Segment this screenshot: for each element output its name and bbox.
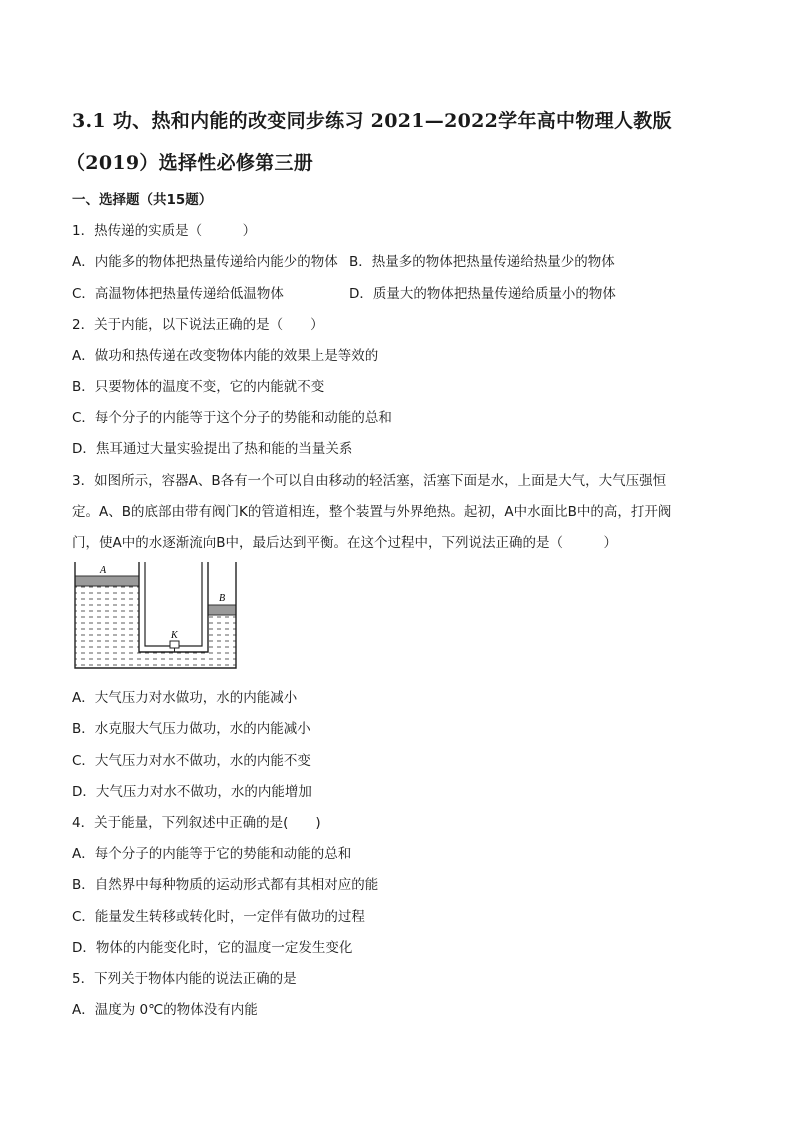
question-3-stem-line-1: 3．如图所示，容器A、B各有一个可以自由移动的轻活塞，活塞下面是水，上面是大气，大气压强恒: [72, 473, 667, 489]
question-1-option-c: C．高温物体把热量传递给低温物体: [72, 286, 284, 302]
label-k: K: [171, 630, 178, 641]
valve-k: [170, 641, 179, 648]
question-2-stem: 2．关于内能，以下说法正确的是（ ）: [72, 317, 324, 333]
container-a-water: [75, 586, 139, 666]
question-4-option-a: A．每个分子的内能等于它的势能和动能的总和: [72, 846, 352, 862]
question-3-stem-line-2: 定。A、B的底部由带有阀门K的管道相连，整个装置与外界绝热。起初，A中水面比B中的高，打开阀: [72, 504, 672, 520]
section-heading: 一、选择题（共15题）: [72, 192, 213, 208]
question-5-option-a: A．温度为 0℃的物体没有内能: [72, 1002, 258, 1018]
question-2-option-a: A．做功和热传递在改变物体内能的效果上是等效的: [72, 348, 379, 364]
question-2-option-b: B．只要物体的温度不变，它的内能就不变: [72, 379, 325, 395]
label-a: A: [100, 565, 107, 576]
question-1-option-d: D．质量大的物体把热量传递给质量小的物体: [349, 286, 616, 302]
piston-b: [208, 605, 236, 615]
question-3-figure: [72, 560, 244, 672]
question-4-option-c: C．能量发生转移或转化时，一定伴有做功的过程: [72, 909, 365, 925]
piston-a: [75, 576, 139, 586]
question-1-option-b: B．热量多的物体把热量传递给热量少的物体: [349, 254, 615, 270]
question-2-option-d: D．焦耳通过大量实验提出了热和能的当量关系: [72, 441, 353, 457]
question-4-stem: 4．关于能量，下列叙述中正确的是( ): [72, 815, 321, 831]
question-4-option-d: D．物体的内能变化时，它的温度一定发生变化: [72, 940, 353, 956]
doc-title-line-1: 3.1 功、热和内能的改变同步练习 2021—2022学年高中物理人教版: [72, 110, 672, 132]
question-3-stem-line-3: 门，使A中的水逐渐流向B中，最后达到平衡。在这个过程中，下列说法正确的是（ ）: [72, 535, 617, 551]
question-3-option-c: C．大气压力对水不做功，水的内能不变: [72, 753, 311, 769]
question-3-option-a: A．大气压力对水做功，水的内能减小: [72, 690, 298, 706]
question-1-option-a: A．内能多的物体把热量传递给内能少的物体: [72, 254, 338, 270]
question-3-option-b: B．水克服大气压力做功，水的内能减小: [72, 721, 311, 737]
question-5-stem: 5．下列关于物体内能的说法正确的是: [72, 971, 297, 987]
question-2-option-c: C．每个分子的内能等于这个分子的势能和动能的总和: [72, 410, 392, 426]
question-1-stem: 1．热传递的实质是（ ）: [72, 223, 257, 239]
question-3-option-d: D．大气压力对水不做功，水的内能增加: [72, 784, 312, 800]
pipe-water: [139, 652, 208, 666]
doc-title-line-2: （2019）选择性必修第三册: [66, 152, 314, 174]
container-b-water: [208, 615, 236, 666]
label-b: B: [219, 593, 226, 604]
question-4-option-b: B．自然界中每种物质的运动形式都有其相对应的能: [72, 877, 379, 893]
